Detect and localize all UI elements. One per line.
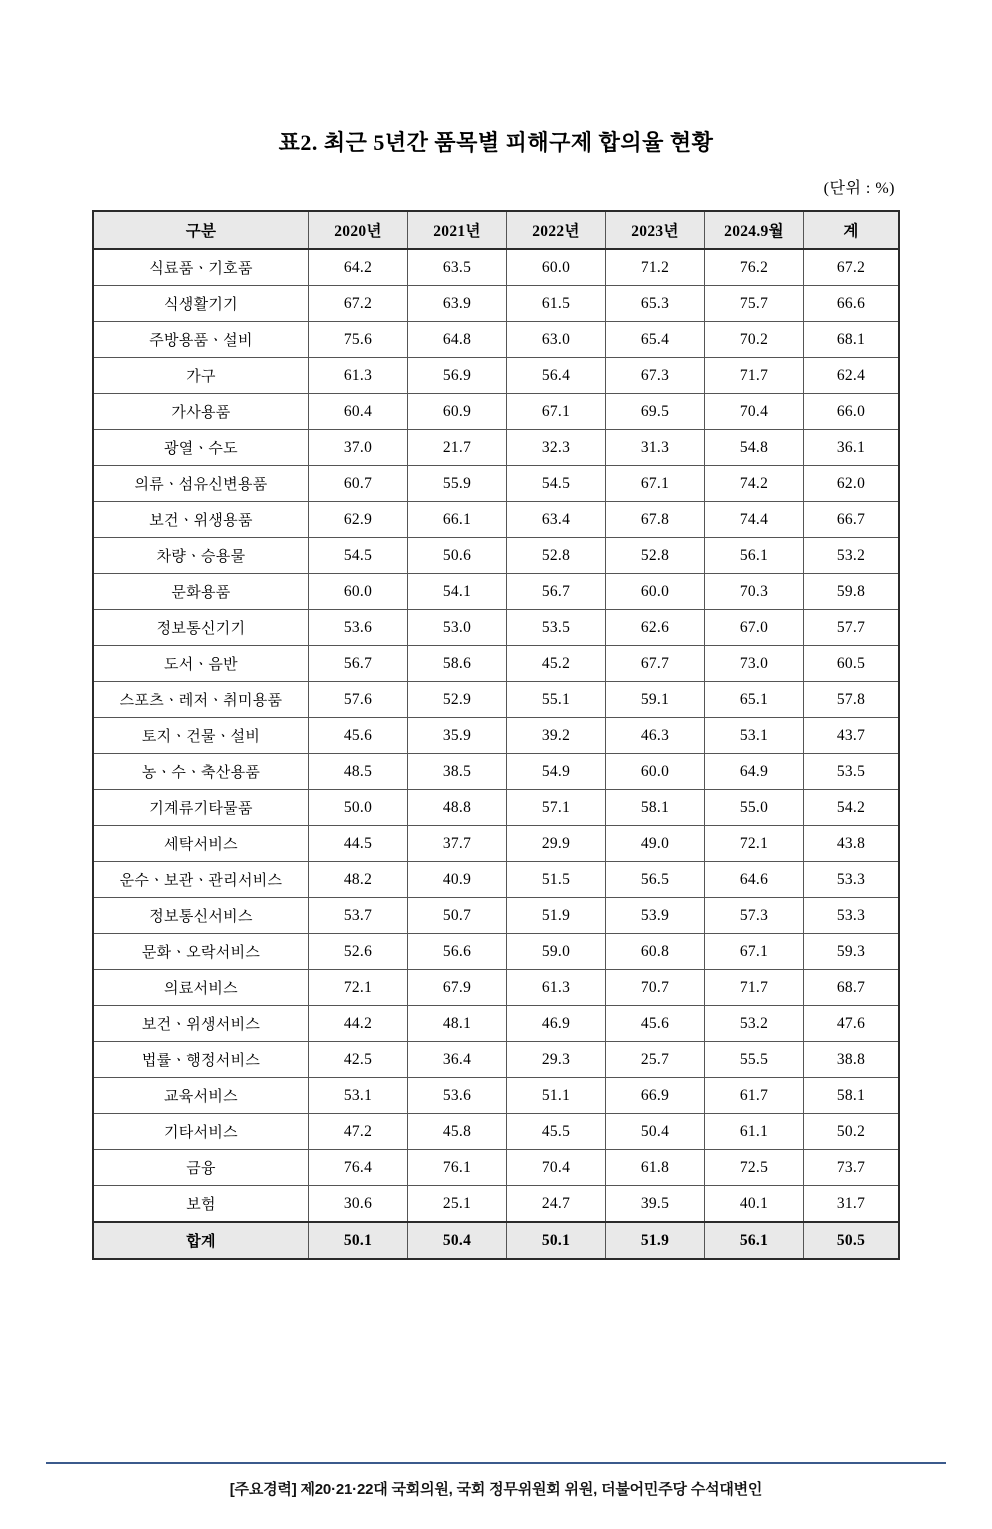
cell-2021: 53.0 bbox=[408, 610, 507, 646]
document-page bbox=[0, 126, 992, 1529]
table-row bbox=[93, 502, 899, 538]
table-row bbox=[93, 682, 899, 718]
cell-2024-09: 67.1 bbox=[705, 934, 804, 970]
cell-2024-09: 72.5 bbox=[705, 1150, 804, 1186]
table-row bbox=[93, 574, 899, 610]
cell-total: 38.8 bbox=[804, 1042, 900, 1078]
cell-2020: 76.4 bbox=[309, 1150, 408, 1186]
table-row bbox=[93, 934, 899, 970]
cell-2021: 48.1 bbox=[408, 1006, 507, 1042]
cell-2023: 69.5 bbox=[606, 394, 705, 430]
cell-2023: 67.8 bbox=[606, 502, 705, 538]
cell-2024-09: 74.2 bbox=[705, 466, 804, 502]
cell-2023: 59.1 bbox=[606, 682, 705, 718]
row-label: 스포츠ㆍ레저ㆍ취미용품 bbox=[93, 682, 309, 718]
cell-2022: 51.9 bbox=[507, 898, 606, 934]
cell-2021: 64.8 bbox=[408, 322, 507, 358]
settlement-rate-table bbox=[92, 210, 900, 1260]
row-label: 의료서비스 bbox=[93, 970, 309, 1006]
cell-total: 59.3 bbox=[804, 934, 900, 970]
cell-2022: 67.1 bbox=[507, 394, 606, 430]
cell-2024-09: 40.1 bbox=[705, 1186, 804, 1223]
table-row bbox=[93, 790, 899, 826]
footer-note-text: 제20·21·22대 국회의원, 국회 정무위원회 위원, 더불어민주당 수석대변인 bbox=[296, 1481, 763, 1498]
row-label: 도서ㆍ음반 bbox=[93, 646, 309, 682]
page-title: 표2. 최근 5년간 품목별 피해구제 합의율 현황 bbox=[278, 130, 714, 155]
table-row bbox=[93, 1150, 899, 1186]
cell-2020: 67.2 bbox=[309, 286, 408, 322]
cell-2020: 48.2 bbox=[309, 862, 408, 898]
cell-2021: 56.6 bbox=[408, 934, 507, 970]
table-row bbox=[93, 1078, 899, 1114]
cell-2023: 70.7 bbox=[606, 970, 705, 1006]
summary-cell-2020: 50.1 bbox=[309, 1222, 408, 1259]
table-row bbox=[93, 322, 899, 358]
cell-total: 43.8 bbox=[804, 826, 900, 862]
cell-2022: 51.1 bbox=[507, 1078, 606, 1114]
summary-cell-2021: 50.4 bbox=[408, 1222, 507, 1259]
row-label: 기타서비스 bbox=[93, 1114, 309, 1150]
cell-2023: 52.8 bbox=[606, 538, 705, 574]
cell-2021: 60.9 bbox=[408, 394, 507, 430]
cell-total: 54.2 bbox=[804, 790, 900, 826]
summary-label: 합계 bbox=[93, 1222, 309, 1259]
row-label: 문화ㆍ오락서비스 bbox=[93, 934, 309, 970]
row-label: 보건ㆍ위생용품 bbox=[93, 502, 309, 538]
cell-2020: 45.6 bbox=[309, 718, 408, 754]
cell-2023: 67.1 bbox=[606, 466, 705, 502]
cell-total: 53.3 bbox=[804, 898, 900, 934]
cell-2023: 60.8 bbox=[606, 934, 705, 970]
column-header-2024-09: 2024.9월 bbox=[705, 211, 804, 249]
cell-2023: 62.6 bbox=[606, 610, 705, 646]
cell-total: 66.0 bbox=[804, 394, 900, 430]
cell-total: 31.7 bbox=[804, 1186, 900, 1223]
cell-2023: 45.6 bbox=[606, 1006, 705, 1042]
row-label: 토지ㆍ건물ㆍ설비 bbox=[93, 718, 309, 754]
cell-2021: 40.9 bbox=[408, 862, 507, 898]
table-row bbox=[93, 1114, 899, 1150]
cell-2022: 32.3 bbox=[507, 430, 606, 466]
cell-2024-09: 56.1 bbox=[705, 538, 804, 574]
cell-2021: 56.9 bbox=[408, 358, 507, 394]
cell-2020: 50.0 bbox=[309, 790, 408, 826]
cell-total: 73.7 bbox=[804, 1150, 900, 1186]
cell-2024-09: 55.5 bbox=[705, 1042, 804, 1078]
cell-2023: 61.8 bbox=[606, 1150, 705, 1186]
row-label: 정보통신서비스 bbox=[93, 898, 309, 934]
table-row bbox=[93, 249, 899, 286]
cell-2021: 63.5 bbox=[408, 249, 507, 286]
cell-2024-09: 70.2 bbox=[705, 322, 804, 358]
cell-2023: 46.3 bbox=[606, 718, 705, 754]
column-header-2023: 2023년 bbox=[606, 211, 705, 249]
cell-2021: 55.9 bbox=[408, 466, 507, 502]
row-label: 의류ㆍ섬유신변용품 bbox=[93, 466, 309, 502]
table-row bbox=[93, 646, 899, 682]
cell-2020: 44.2 bbox=[309, 1006, 408, 1042]
cell-2021: 21.7 bbox=[408, 430, 507, 466]
cell-2021: 58.6 bbox=[408, 646, 507, 682]
cell-2020: 60.4 bbox=[309, 394, 408, 430]
cell-2022: 63.0 bbox=[507, 322, 606, 358]
cell-2020: 61.3 bbox=[309, 358, 408, 394]
row-label: 식료품ㆍ기호품 bbox=[93, 249, 309, 286]
cell-2021: 67.9 bbox=[408, 970, 507, 1006]
cell-2024-09: 61.7 bbox=[705, 1078, 804, 1114]
table-row bbox=[93, 466, 899, 502]
cell-2020: 60.0 bbox=[309, 574, 408, 610]
cell-2024-09: 53.2 bbox=[705, 1006, 804, 1042]
cell-2024-09: 70.4 bbox=[705, 394, 804, 430]
column-header-category: 구분 bbox=[93, 211, 309, 249]
cell-2022: 24.7 bbox=[507, 1186, 606, 1223]
row-label: 금융 bbox=[93, 1150, 309, 1186]
cell-2020: 56.7 bbox=[309, 646, 408, 682]
column-header-2022: 2022년 bbox=[507, 211, 606, 249]
table-row bbox=[93, 538, 899, 574]
cell-2022: 61.3 bbox=[507, 970, 606, 1006]
cell-2023: 65.4 bbox=[606, 322, 705, 358]
footer-note bbox=[0, 1478, 992, 1499]
cell-2024-09: 76.2 bbox=[705, 249, 804, 286]
cell-2022: 29.3 bbox=[507, 1042, 606, 1078]
cell-2024-09: 64.9 bbox=[705, 754, 804, 790]
cell-2021: 52.9 bbox=[408, 682, 507, 718]
cell-2020: 44.5 bbox=[309, 826, 408, 862]
table-row bbox=[93, 286, 899, 322]
cell-total: 36.1 bbox=[804, 430, 900, 466]
cell-2023: 31.3 bbox=[606, 430, 705, 466]
row-label: 농ㆍ수ㆍ축산용품 bbox=[93, 754, 309, 790]
cell-2023: 71.2 bbox=[606, 249, 705, 286]
cell-2021: 50.7 bbox=[408, 898, 507, 934]
column-header-2021: 2021년 bbox=[408, 211, 507, 249]
cell-2022: 61.5 bbox=[507, 286, 606, 322]
table-header bbox=[93, 211, 899, 249]
cell-2024-09: 72.1 bbox=[705, 826, 804, 862]
cell-2020: 37.0 bbox=[309, 430, 408, 466]
cell-2024-09: 75.7 bbox=[705, 286, 804, 322]
table-row bbox=[93, 358, 899, 394]
row-label: 기계류기타물품 bbox=[93, 790, 309, 826]
summary-cell-2022: 50.1 bbox=[507, 1222, 606, 1259]
cell-2022: 45.5 bbox=[507, 1114, 606, 1150]
cell-2023: 67.7 bbox=[606, 646, 705, 682]
table-row bbox=[93, 1042, 899, 1078]
cell-2022: 57.1 bbox=[507, 790, 606, 826]
cell-2022: 51.5 bbox=[507, 862, 606, 898]
cell-2023: 67.3 bbox=[606, 358, 705, 394]
cell-2024-09: 71.7 bbox=[705, 358, 804, 394]
cell-total: 62.0 bbox=[804, 466, 900, 502]
row-label: 가사용품 bbox=[93, 394, 309, 430]
table-row bbox=[93, 430, 899, 466]
cell-2020: 72.1 bbox=[309, 970, 408, 1006]
cell-2020: 62.9 bbox=[309, 502, 408, 538]
table-row bbox=[93, 970, 899, 1006]
cell-2023: 66.9 bbox=[606, 1078, 705, 1114]
cell-2020: 53.1 bbox=[309, 1078, 408, 1114]
cell-2020: 52.6 bbox=[309, 934, 408, 970]
table-row bbox=[93, 718, 899, 754]
cell-total: 57.8 bbox=[804, 682, 900, 718]
cell-2020: 42.5 bbox=[309, 1042, 408, 1078]
cell-2021: 50.6 bbox=[408, 538, 507, 574]
table-body bbox=[93, 249, 899, 1259]
cell-2022: 39.2 bbox=[507, 718, 606, 754]
row-label: 보험 bbox=[93, 1186, 309, 1223]
cell-total: 68.7 bbox=[804, 970, 900, 1006]
cell-2023: 58.1 bbox=[606, 790, 705, 826]
cell-2024-09: 57.3 bbox=[705, 898, 804, 934]
cell-total: 53.3 bbox=[804, 862, 900, 898]
cell-2022: 70.4 bbox=[507, 1150, 606, 1186]
footer-note-lead: [주요경력] bbox=[229, 1481, 297, 1498]
cell-2021: 45.8 bbox=[408, 1114, 507, 1150]
cell-2020: 75.6 bbox=[309, 322, 408, 358]
cell-total: 68.1 bbox=[804, 322, 900, 358]
row-label: 식생활기기 bbox=[93, 286, 309, 322]
cell-2020: 53.7 bbox=[309, 898, 408, 934]
cell-2022: 56.7 bbox=[507, 574, 606, 610]
row-label: 정보통신기기 bbox=[93, 610, 309, 646]
cell-2021: 37.7 bbox=[408, 826, 507, 862]
cell-total: 62.4 bbox=[804, 358, 900, 394]
cell-2021: 25.1 bbox=[408, 1186, 507, 1223]
cell-2022: 45.2 bbox=[507, 646, 606, 682]
cell-2023: 50.4 bbox=[606, 1114, 705, 1150]
table-row bbox=[93, 862, 899, 898]
cell-2024-09: 74.4 bbox=[705, 502, 804, 538]
cell-2023: 60.0 bbox=[606, 574, 705, 610]
cell-2021: 36.4 bbox=[408, 1042, 507, 1078]
table-row bbox=[93, 754, 899, 790]
cell-2023: 56.5 bbox=[606, 862, 705, 898]
row-label: 문화용품 bbox=[93, 574, 309, 610]
summary-cell-2024-09: 56.1 bbox=[705, 1222, 804, 1259]
cell-total: 59.8 bbox=[804, 574, 900, 610]
table-row bbox=[93, 610, 899, 646]
table-row bbox=[93, 826, 899, 862]
table-header-row bbox=[93, 211, 899, 249]
cell-2020: 30.6 bbox=[309, 1186, 408, 1223]
column-header-total: 계 bbox=[804, 211, 900, 249]
cell-total: 47.6 bbox=[804, 1006, 900, 1042]
table-summary-row bbox=[93, 1222, 899, 1259]
row-label: 보건ㆍ위생서비스 bbox=[93, 1006, 309, 1042]
row-label: 법률ㆍ행정서비스 bbox=[93, 1042, 309, 1078]
cell-2021: 54.1 bbox=[408, 574, 507, 610]
table-row bbox=[93, 1006, 899, 1042]
cell-2021: 38.5 bbox=[408, 754, 507, 790]
row-label: 주방용품ㆍ설비 bbox=[93, 322, 309, 358]
cell-total: 66.7 bbox=[804, 502, 900, 538]
cell-2020: 60.7 bbox=[309, 466, 408, 502]
cell-2021: 76.1 bbox=[408, 1150, 507, 1186]
cell-2022: 55.1 bbox=[507, 682, 606, 718]
cell-total: 50.2 bbox=[804, 1114, 900, 1150]
cell-total: 43.7 bbox=[804, 718, 900, 754]
table-container bbox=[0, 210, 992, 1260]
cell-2022: 56.4 bbox=[507, 358, 606, 394]
cell-2021: 53.6 bbox=[408, 1078, 507, 1114]
cell-2022: 29.9 bbox=[507, 826, 606, 862]
cell-2024-09: 61.1 bbox=[705, 1114, 804, 1150]
cell-2022: 54.9 bbox=[507, 754, 606, 790]
cell-total: 66.6 bbox=[804, 286, 900, 322]
row-label: 가구 bbox=[93, 358, 309, 394]
cell-2022: 63.4 bbox=[507, 502, 606, 538]
cell-2021: 48.8 bbox=[408, 790, 507, 826]
cell-2022: 54.5 bbox=[507, 466, 606, 502]
cell-2020: 48.5 bbox=[309, 754, 408, 790]
summary-cell-total: 50.5 bbox=[804, 1222, 900, 1259]
cell-2022: 60.0 bbox=[507, 249, 606, 286]
row-label: 운수ㆍ보관ㆍ관리서비스 bbox=[93, 862, 309, 898]
cell-2024-09: 65.1 bbox=[705, 682, 804, 718]
unit-note: (단위 : %) bbox=[823, 180, 895, 197]
cell-total: 58.1 bbox=[804, 1078, 900, 1114]
cell-total: 53.2 bbox=[804, 538, 900, 574]
cell-2024-09: 64.6 bbox=[705, 862, 804, 898]
row-label: 광열ㆍ수도 bbox=[93, 430, 309, 466]
row-label: 세탁서비스 bbox=[93, 826, 309, 862]
column-header-2020: 2020년 bbox=[309, 211, 408, 249]
cell-2023: 65.3 bbox=[606, 286, 705, 322]
summary-cell-2023: 51.9 bbox=[606, 1222, 705, 1259]
table-row bbox=[93, 1186, 899, 1223]
cell-2021: 35.9 bbox=[408, 718, 507, 754]
cell-2022: 52.8 bbox=[507, 538, 606, 574]
cell-2022: 59.0 bbox=[507, 934, 606, 970]
row-label: 교육서비스 bbox=[93, 1078, 309, 1114]
cell-2024-09: 55.0 bbox=[705, 790, 804, 826]
footer-divider bbox=[46, 1462, 946, 1464]
cell-2022: 46.9 bbox=[507, 1006, 606, 1042]
row-label: 차량ㆍ승용물 bbox=[93, 538, 309, 574]
cell-2024-09: 71.7 bbox=[705, 970, 804, 1006]
table-row bbox=[93, 394, 899, 430]
cell-2020: 54.5 bbox=[309, 538, 408, 574]
cell-2024-09: 67.0 bbox=[705, 610, 804, 646]
cell-2021: 63.9 bbox=[408, 286, 507, 322]
cell-2024-09: 53.1 bbox=[705, 718, 804, 754]
cell-total: 67.2 bbox=[804, 249, 900, 286]
cell-2020: 47.2 bbox=[309, 1114, 408, 1150]
cell-2023: 53.9 bbox=[606, 898, 705, 934]
cell-total: 57.7 bbox=[804, 610, 900, 646]
page-footer bbox=[0, 1462, 992, 1499]
cell-2024-09: 54.8 bbox=[705, 430, 804, 466]
table-row bbox=[93, 898, 899, 934]
cell-total: 53.5 bbox=[804, 754, 900, 790]
cell-2023: 39.5 bbox=[606, 1186, 705, 1223]
cell-2023: 25.7 bbox=[606, 1042, 705, 1078]
cell-2023: 49.0 bbox=[606, 826, 705, 862]
cell-2024-09: 73.0 bbox=[705, 646, 804, 682]
cell-2024-09: 70.3 bbox=[705, 574, 804, 610]
cell-2022: 53.5 bbox=[507, 610, 606, 646]
cell-2023: 60.0 bbox=[606, 754, 705, 790]
cell-total: 60.5 bbox=[804, 646, 900, 682]
cell-2020: 53.6 bbox=[309, 610, 408, 646]
cell-2020: 57.6 bbox=[309, 682, 408, 718]
cell-2020: 64.2 bbox=[309, 249, 408, 286]
cell-2021: 66.1 bbox=[408, 502, 507, 538]
